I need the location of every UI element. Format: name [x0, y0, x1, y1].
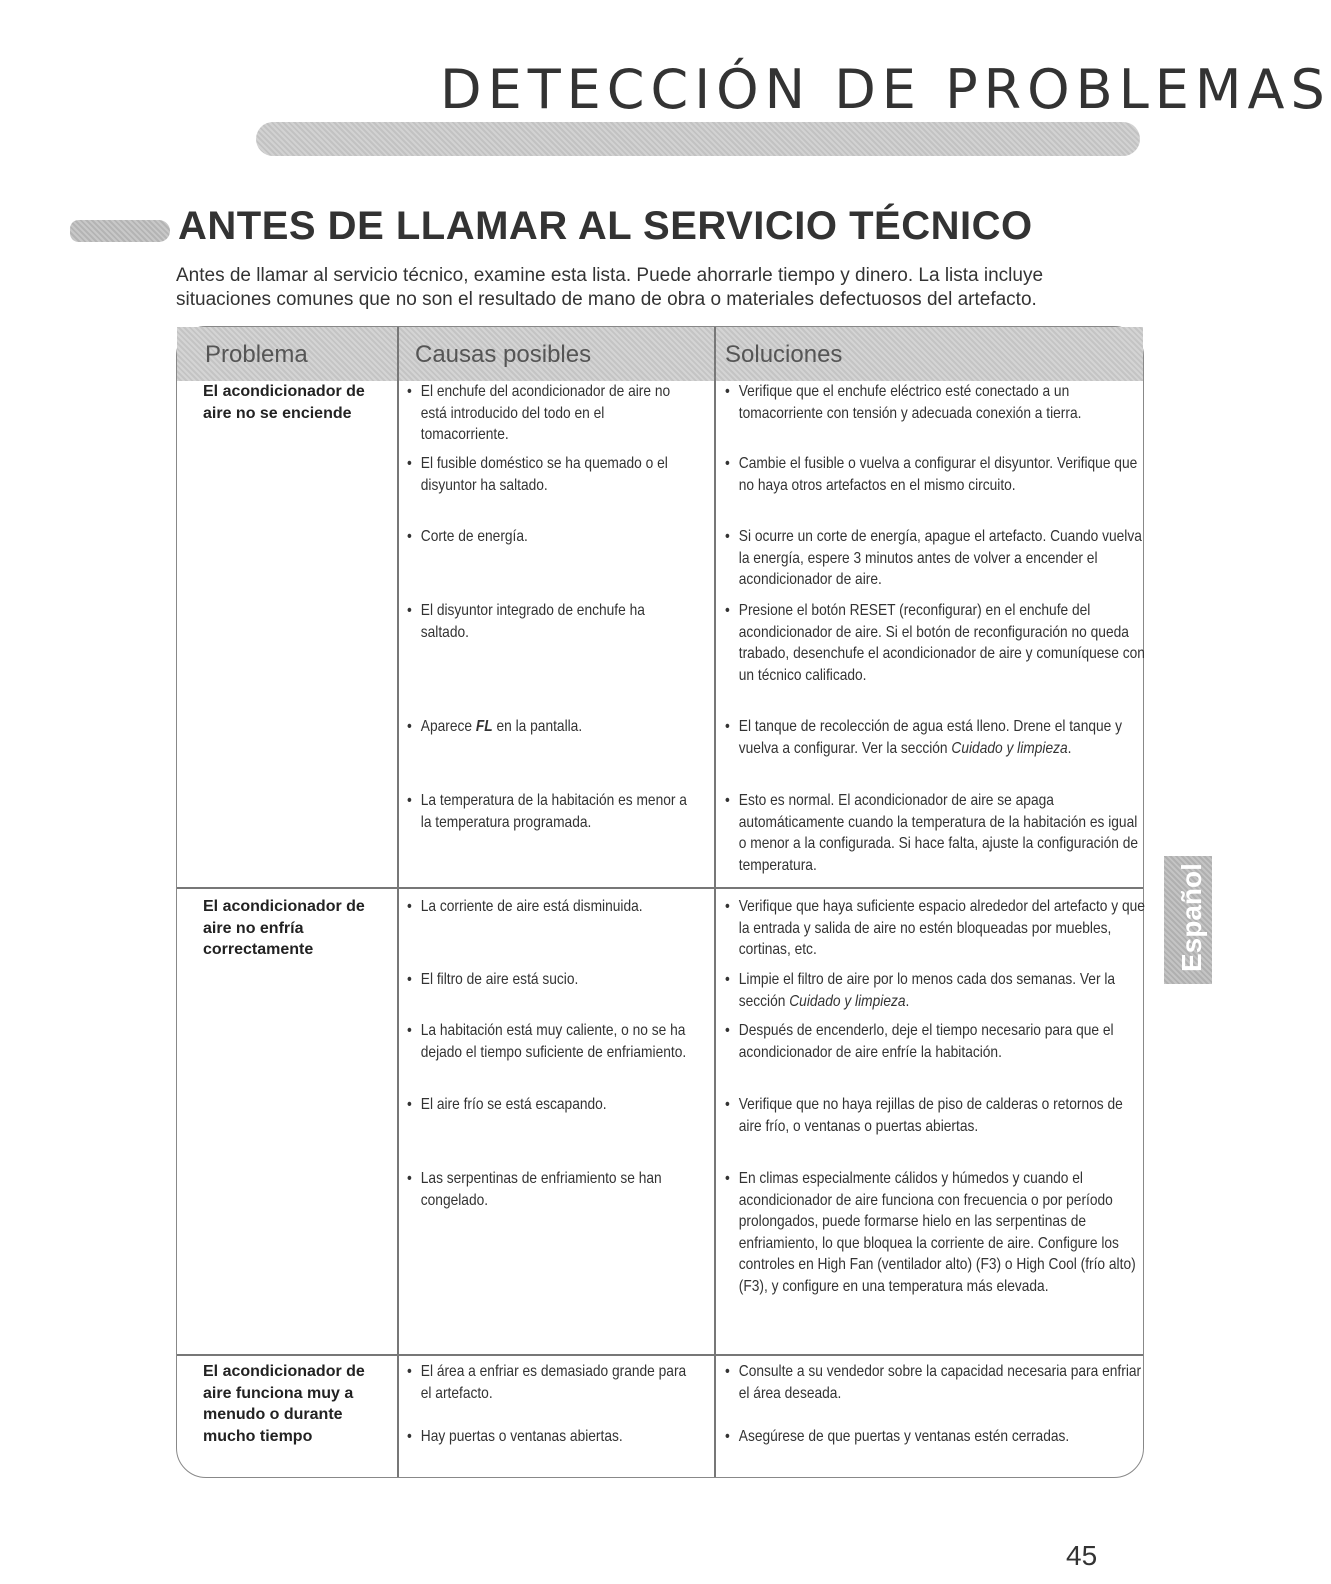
cause-item: • Corte de energía.: [407, 528, 528, 545]
section-reference: Cuidado y limpieza: [951, 739, 1068, 757]
language-side-tab-label: Español: [1176, 863, 1207, 972]
error-code: FL: [475, 718, 493, 735]
solution-item: • Asegúrese de que puertas y ventanas estén cerradas.: [725, 1428, 1070, 1445]
cause-item: • El fusible doméstico se ha quemado o el disyuntor ha saltado.: [407, 455, 668, 494]
solution-item: • Cambie el fusible o vuelva a configurar el disyuntor. Verifique que no haya otros artefactos en el mismo circuito.: [725, 455, 1138, 494]
header-solutions: Soluciones: [725, 341, 843, 368]
section-heading: ANTES DE LLAMAR AL SERVICIO TÉCNICO: [178, 204, 1033, 248]
solution-item: • Verifique que haya suficiente espacio alrededor del artefacto y que la entrada y salida de aire no estén bloqueadas por muebles, cortinas, etc.: [725, 898, 1145, 958]
header-problem: Problema: [205, 341, 308, 368]
page-number: 45: [1066, 1540, 1098, 1571]
cause-item: • El filtro de aire está sucio.: [407, 971, 579, 988]
troubleshooting-table: [176, 326, 1144, 1478]
row-divider: [177, 887, 1143, 889]
cause-item: • La habitación está muy caliente, o no se ha dejado el tiempo suficiente de enfriamiento.: [407, 1022, 687, 1061]
title-decoration-bar: [256, 122, 1140, 156]
solution-item: • En climas especialmente cálidos y húmedos y cuando el acondicionador de aire funciona con frecuencia o por período prolongados, puede formarse hielo en las serpentinas de enfriamiento, lo que bloquea la corriente de aire. Configure los controles en High Fan (ventilador alto) (F3) o High Cool (frío alto) (F3), y configure en una temperatura más elevada.: [725, 1170, 1136, 1295]
intro-paragraph: Antes de llamar al servicio técnico, examine esta lista. Puede ahorrarle tiempo y dinero. La lista incluye situaciones comunes que no son el resultado de mano de obra o materiales defectuosos del artefacto.: [176, 265, 1044, 310]
section-arrow-icon: [70, 220, 170, 242]
cause-item: • El aire frío se está escapando.: [407, 1096, 607, 1113]
cause-item: • El enchufe del acondicionador de aire no está introducido del todo en el tomacorriente.: [407, 383, 671, 443]
solution-item: • Limpie el filtro de aire por lo menos cada dos semanas. Ver la sección Cuidado y limpieza.: [725, 971, 1116, 1010]
cause-item: • La temperatura de la habitación es menor a la temperatura programada.: [407, 792, 687, 831]
table-header-row: [177, 327, 1143, 381]
cause-item: • Hay puertas o ventanas abiertas.: [407, 1428, 623, 1445]
solution-item: • Verifique que el enchufe eléctrico esté conectado a un tomacorriente con tensión y adecuada conexión a tierra.: [725, 383, 1082, 422]
solution-item: • Después de encenderlo, deje el tiempo necesario para que el acondicionador de aire enfríe la habitación.: [725, 1022, 1114, 1061]
cause-item: • El área a enfriar es demasiado grande para el artefacto.: [407, 1363, 687, 1402]
solution-item: • Si ocurre un corte de energía, apague el artefacto. Cuando vuelva la energía, espere 3 minutos antes de volver a encender el acondicionador de aire.: [725, 528, 1142, 588]
column-divider: [714, 327, 716, 1477]
section-reference: Cuidado y limpieza: [789, 992, 906, 1010]
page-title: DETECCIÓN DE PROBLEMAS: [440, 58, 1331, 121]
cause-item: • La corriente de aire está disminuida.: [407, 898, 643, 915]
solution-item: • El tanque de recolección de agua está lleno. Drene el tanque y vuelva a configurar. Ver la sección Cuidado y limpieza.: [725, 718, 1123, 757]
column-divider: [397, 327, 399, 1477]
cause-item: • Aparece FL en la pantalla.: [407, 718, 583, 735]
solution-item: • Esto es normal. El acondicionador de aire se apaga automáticamente cuando la temperatura de la habitación es igual o menor a la configurada. Si hace falta, ajuste la configuración de temperatura.: [725, 792, 1139, 874]
problem-label: El acondicionador de aire funciona muy a menudo o durante mucho tiempo: [203, 1363, 365, 1445]
solution-item: • Consulte a su vendedor sobre la capacidad necesaria para enfriar el área deseada.: [725, 1363, 1142, 1402]
cause-item: • El disyuntor integrado de enchufe ha saltado.: [407, 602, 645, 641]
row-divider: [177, 1354, 1143, 1356]
problem-label: El acondicionador de aire no se enciende: [203, 383, 365, 422]
problem-label: El acondicionador de aire no enfría correctamente: [203, 898, 365, 958]
cause-item: • Las serpentinas de enfriamiento se han congelado.: [407, 1170, 662, 1209]
solution-item: • Presione el botón RESET (reconfigurar) en el enchufe del acondicionador de aire. Si el botón de reconfiguración no queda trabado, desenchufe el acondicionador de aire y comuníquese con un técnico calificado.: [725, 602, 1145, 684]
solution-item: • Verifique que no haya rejillas de piso de calderas o retornos de aire frío, o ventanas o puertas abiertas.: [725, 1096, 1123, 1135]
header-causes: Causas posibles: [415, 341, 592, 368]
